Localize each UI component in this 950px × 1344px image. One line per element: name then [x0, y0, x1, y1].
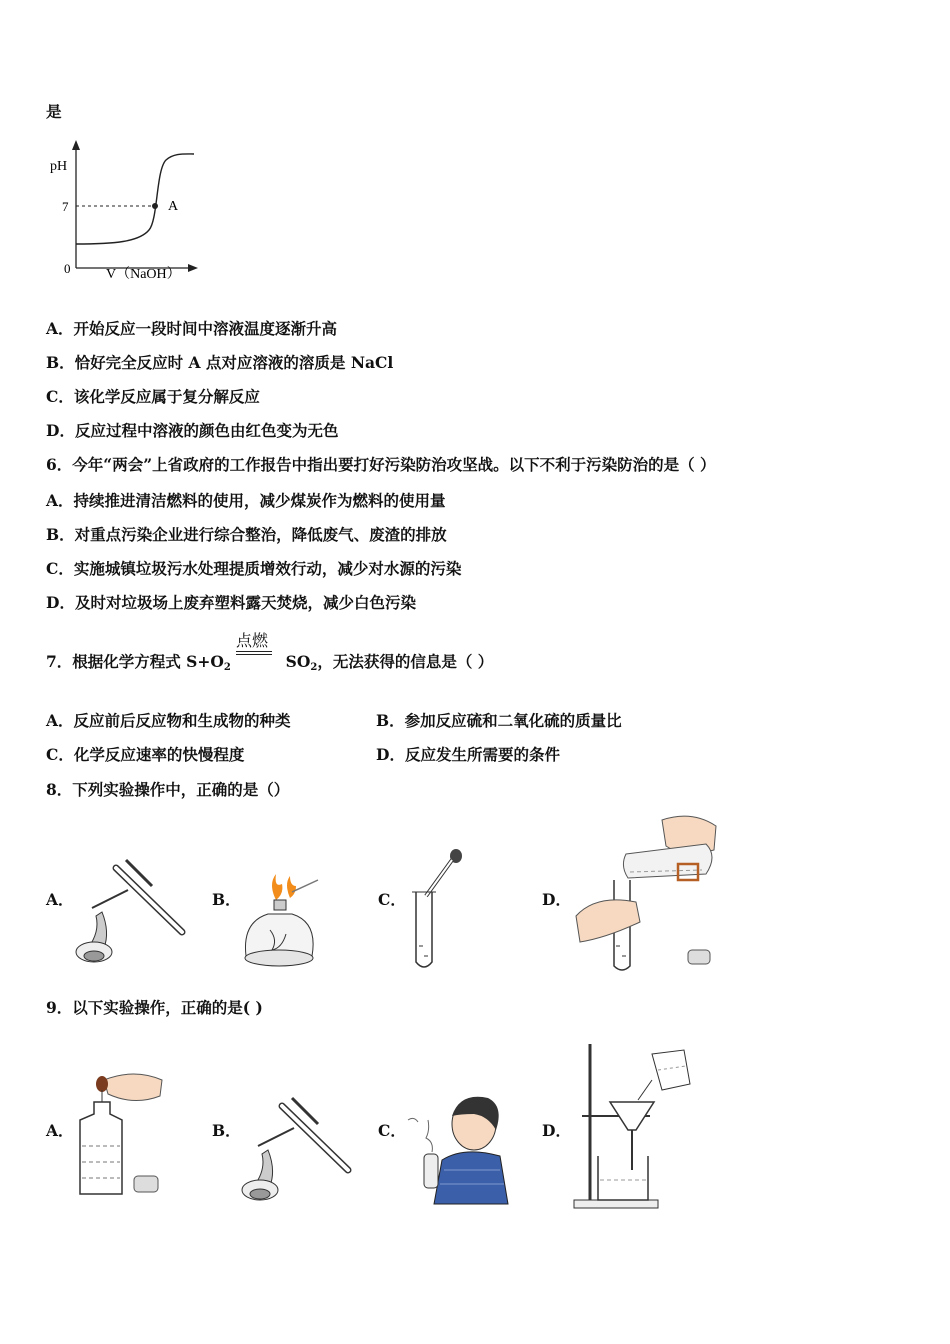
- q8-image-c-dropper: [404, 846, 464, 976]
- q9-label-a: A．: [46, 1121, 74, 1140]
- q9-image-c-smelling-gas: [404, 1090, 524, 1210]
- q7-option-a: A．反应前后反应物和生成物的种类: [46, 711, 291, 730]
- q5-option-b: B．恰好完全反应时 A 点对应溶液的溶质是 NaCl: [46, 353, 394, 372]
- intro-text: 是: [46, 102, 62, 121]
- q8-image-b-alcohol-lamp: [238, 870, 328, 970]
- origin-label: 0: [64, 261, 71, 276]
- q5-option-a: A．开始反应一段时间中溶液温度逐渐升高: [46, 319, 338, 338]
- reaction-equals-sign: [236, 651, 272, 655]
- q8-image-a-tube-heating: [72, 852, 192, 972]
- q8-label-b: B．: [212, 890, 241, 909]
- q9-label-d: D．: [542, 1121, 571, 1140]
- point-a-label: A: [168, 199, 179, 214]
- y-axis-arrow: [72, 140, 80, 150]
- q8-label-d: D．: [542, 890, 571, 909]
- q8-stem: 8．下列实验操作中，正确的是（）: [46, 780, 290, 799]
- so2-subscript: 2: [310, 662, 318, 673]
- q6-option-d: D．及时对垃圾场上废弃塑料露天焚烧，减少白色污染: [46, 593, 416, 612]
- q7-stem: [46, 652, 493, 678]
- q9-label-c: C．: [378, 1121, 406, 1140]
- so2-formula: SO: [285, 652, 311, 671]
- q8-label-a: A．: [46, 890, 74, 909]
- x-axis-arrow: [188, 264, 198, 272]
- q7-option-d: D．反应发生所需要的条件: [376, 745, 560, 764]
- ph-curve-figure: [44, 140, 204, 280]
- reaction-condition: 点燃: [236, 631, 269, 650]
- q6-stem: 6．今年“两会”上省政府的工作报告中指出要打好污染防治攻坚战。以下不利于污染防治的是（ ）: [46, 455, 716, 474]
- q9-image-d-filtration: [566, 1040, 696, 1220]
- q9-image-b-tube-heating: [238, 1090, 358, 1210]
- q8-label-c: C．: [378, 890, 406, 909]
- point-a-marker: [152, 203, 158, 209]
- y-axis-label: pH: [50, 159, 68, 174]
- q7-stem-start: 7．根据化学方程式 S+O: [46, 652, 224, 671]
- q9-label-b: B．: [212, 1121, 241, 1140]
- x-axis-label: V（NaOH）: [106, 267, 181, 282]
- q7-option-b: B．参加反应硫和二氧化硫的质量比: [376, 711, 622, 730]
- q6-option-c: C．实施城镇垃圾污水处理提质增效行动，减少对水源的污染: [46, 559, 462, 578]
- q5-option-d: D．反应过程中溶液的颜色由红色变为无色: [46, 421, 339, 440]
- y7-tick-label: 7: [62, 199, 69, 214]
- q9-stem: 9．以下实验操作，正确的是( ): [46, 998, 263, 1017]
- q6-option-a: A．持续推进清洁燃料的使用，减少煤炭作为燃料的使用量: [46, 491, 446, 510]
- q8-image-d-pouring-liquid: [566, 806, 736, 976]
- o2-subscript: 2: [223, 662, 231, 673]
- q5-option-c: C．该化学反应属于复分解反应: [46, 387, 260, 406]
- q7-option-c: C．化学反应速率的快慢程度: [46, 745, 245, 764]
- q9-image-a-bottle: [74, 1066, 174, 1206]
- q6-option-b: B．对重点污染企业进行综合整治，降低废气、废渣的排放: [46, 525, 447, 544]
- q7-stem-end: ，无法获得的信息是（ ）: [317, 652, 494, 671]
